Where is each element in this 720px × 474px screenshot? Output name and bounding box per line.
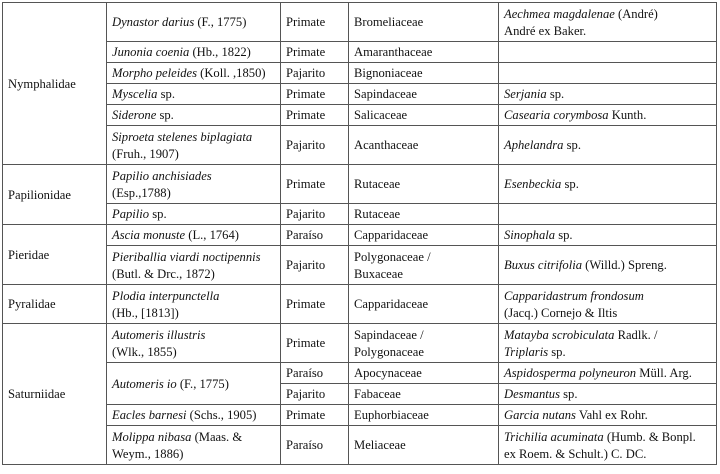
host-plant-cell <box>499 42 717 63</box>
scientific-name: Buxus citrifolia <box>504 258 583 272</box>
plant-family-cell: Fabaceae <box>349 384 499 405</box>
butterfly-family-cell: Pieridae <box>3 225 107 285</box>
plant-family-cell: Euphorbiaceae <box>349 405 499 426</box>
scientific-name: Trichilia acuminata <box>504 429 604 444</box>
scientific-name: Aechmea magdalenae <box>504 6 615 21</box>
table-row <box>3 324 717 363</box>
author-citation: (André) <box>614 6 658 21</box>
species-cell <box>107 426 281 465</box>
scientific-name: Aspidosperma polyneuron <box>504 366 637 380</box>
site-cell: Primate <box>281 165 349 204</box>
plant-family-name: Polygonaceae <box>354 344 424 359</box>
scientific-name: Sinophala <box>504 228 556 242</box>
species-cell <box>107 324 281 363</box>
author-citation: (Esp.,1788) <box>112 185 171 200</box>
scientific-name: Papilio <box>112 207 150 221</box>
author-citation: sp. <box>156 108 174 122</box>
author-citation: Radlk. / <box>614 327 658 342</box>
host-plant-cell <box>499 384 717 405</box>
scientific-name: Serjania <box>504 87 547 101</box>
butterfly-family-cell: Pyralidae <box>3 285 107 324</box>
table-row <box>3 126 717 165</box>
scientific-name: Automeris illustris <box>112 327 206 342</box>
author-citation: (F., 1775) <box>176 376 229 391</box>
plant-family-name: Sapindaceae / <box>354 327 424 342</box>
author-citation: sp. <box>157 87 175 101</box>
author-citation: (Willd.) Spreng. <box>582 258 667 272</box>
butterfly-family-cell: Papilionidae <box>3 165 107 225</box>
scientific-name: Garcia nutans <box>504 408 576 422</box>
scientific-name: Triplaris <box>504 344 549 359</box>
species-cell <box>107 246 281 285</box>
author-citation: (Wlk., 1855) <box>112 344 177 359</box>
plant-family-cell <box>349 246 499 285</box>
scientific-name: Siproeta stelenes biplagiata <box>112 129 253 144</box>
scientific-name: Plodia interpunctella <box>112 288 220 303</box>
site-cell: Pajarito <box>281 246 349 285</box>
species-cell <box>107 126 281 165</box>
scientific-name: Ascia monuste <box>112 228 186 242</box>
scientific-name: Pieriballia viardi noctipennis <box>112 249 261 264</box>
plant-family-cell: Rutaceae <box>349 165 499 204</box>
site-cell: Primate <box>281 42 349 63</box>
host-plant-cell <box>499 204 717 225</box>
host-plant-table <box>2 2 717 465</box>
host-plant-cell <box>499 426 717 465</box>
table-body <box>3 3 717 465</box>
plant-family-cell: Capparidaceae <box>349 225 499 246</box>
author-citation: (Koll. ,1850) <box>197 66 266 80</box>
scientific-name: Papilio anchisiades <box>112 168 212 183</box>
host-plant-cell <box>499 285 717 324</box>
scientific-name: Capparidastrum frondosum <box>504 288 644 303</box>
author-citation: Weym., 1886) <box>112 446 184 461</box>
author-citation: (Hb., [1813]) <box>112 305 179 320</box>
plant-family-cell: Capparidaceae <box>349 285 499 324</box>
site-cell: Paraíso <box>281 363 349 384</box>
author-citation: (Fruh., 1907) <box>112 146 179 161</box>
table-row <box>3 426 717 465</box>
scientific-name: Eacles barnesi <box>112 408 187 422</box>
species-cell <box>107 405 281 426</box>
scientific-name: Casearia corymbosa <box>504 108 609 122</box>
table-row <box>3 246 717 285</box>
scientific-name: Molippa nibasa <box>112 429 192 444</box>
scientific-name: Dynastor darius <box>112 15 195 29</box>
author-citation: André ex Baker. <box>504 23 587 38</box>
author-citation: sp. <box>559 387 578 401</box>
plant-family-cell: Rutaceae <box>349 204 499 225</box>
species-cell <box>107 105 281 126</box>
table-row <box>3 3 717 42</box>
species-cell <box>107 204 281 225</box>
species-cell <box>107 285 281 324</box>
scientific-name: Automeris io <box>112 376 177 391</box>
author-citation: Vahl ex Rohr. <box>575 408 648 422</box>
species-cell <box>107 3 281 42</box>
plant-family-cell: Amaranthaceae <box>349 42 499 63</box>
host-plant-cell <box>499 105 717 126</box>
author-citation: (Hb., 1822) <box>189 45 251 59</box>
scientific-name: Siderone <box>112 108 157 122</box>
host-plant-cell <box>499 363 717 384</box>
table-container <box>2 2 717 465</box>
author-citation: sp. <box>561 177 579 191</box>
table-row <box>3 363 717 384</box>
author-citation: (F., 1775) <box>194 15 247 29</box>
species-cell <box>107 363 281 405</box>
scientific-name: Morpho peleides <box>112 66 197 80</box>
author-citation: sp. <box>563 138 581 152</box>
author-citation: Kunth. <box>608 108 647 122</box>
table-row <box>3 165 717 204</box>
author-citation: (Humb. & Bonpl. <box>603 429 696 444</box>
site-cell: Primate <box>281 105 349 126</box>
scientific-name: Aphelandra <box>504 138 564 152</box>
author-citation: sp. <box>546 87 565 101</box>
author-citation: (Maas. & <box>191 429 243 444</box>
host-plant-cell <box>499 165 717 204</box>
scientific-name: Myscelia <box>112 87 158 101</box>
table-row <box>3 42 717 63</box>
table-row <box>3 84 717 105</box>
site-cell: Pajarito <box>281 204 349 225</box>
author-citation: (Schs., 1905) <box>186 408 257 422</box>
butterfly-family-cell: Nymphalidae <box>3 3 107 165</box>
host-plant-cell <box>499 324 717 363</box>
plant-family-cell: Apocynaceae <box>349 363 499 384</box>
plant-family-cell: Salicaceae <box>349 105 499 126</box>
species-cell <box>107 165 281 204</box>
host-plant-cell <box>499 3 717 42</box>
site-cell: Pajarito <box>281 126 349 165</box>
plant-family-cell: Acanthaceae <box>349 126 499 165</box>
author-citation: sp. <box>149 207 167 221</box>
site-cell: Primate <box>281 3 349 42</box>
table-row <box>3 204 717 225</box>
site-cell: Primate <box>281 405 349 426</box>
plant-family-cell: Bromeliaceae <box>349 3 499 42</box>
site-cell: Pajarito <box>281 63 349 84</box>
site-cell: Pajarito <box>281 384 349 405</box>
host-plant-cell <box>499 246 717 285</box>
species-cell <box>107 225 281 246</box>
host-plant-cell <box>499 225 717 246</box>
butterfly-family-cell: Saturniidae <box>3 324 107 465</box>
host-plant-cell <box>499 63 717 84</box>
site-cell: Primate <box>281 84 349 105</box>
table-row <box>3 105 717 126</box>
plant-family-cell <box>349 324 499 363</box>
author-citation: ex Roem. & Schult.) C. DC. <box>504 446 647 461</box>
author-citation: (Butl. & Drc., 1872) <box>112 266 215 281</box>
author-citation: (Jacq.) Cornejo & Iltis <box>504 305 618 320</box>
author-citation: Müll. Arg. <box>636 366 692 380</box>
table-row <box>3 225 717 246</box>
author-citation: sp. <box>548 344 566 359</box>
table-row <box>3 405 717 426</box>
plant-family-cell: Meliaceae <box>349 426 499 465</box>
author-citation: sp. <box>555 228 573 242</box>
species-cell <box>107 42 281 63</box>
scientific-name: Matayba scrobiculata <box>504 327 615 342</box>
scientific-name: Junonia coenia <box>112 45 190 59</box>
site-cell: Primate <box>281 285 349 324</box>
site-cell: Primate <box>281 324 349 363</box>
species-cell <box>107 63 281 84</box>
table-row <box>3 285 717 324</box>
site-cell: Paraíso <box>281 426 349 465</box>
table-row <box>3 63 717 84</box>
host-plant-cell <box>499 84 717 105</box>
plant-family-cell: Sapindaceae <box>349 84 499 105</box>
author-citation: (L., 1764) <box>185 228 239 242</box>
host-plant-cell <box>499 126 717 165</box>
scientific-name: Esenbeckia <box>504 177 562 191</box>
plant-family-name: Buxaceae <box>354 266 403 281</box>
species-cell <box>107 84 281 105</box>
host-plant-cell <box>499 405 717 426</box>
scientific-name: Desmantus <box>504 387 560 401</box>
site-cell: Paraíso <box>281 225 349 246</box>
plant-family-cell: Bignoniaceae <box>349 63 499 84</box>
plant-family-name: Polygonaceae / <box>354 249 431 264</box>
